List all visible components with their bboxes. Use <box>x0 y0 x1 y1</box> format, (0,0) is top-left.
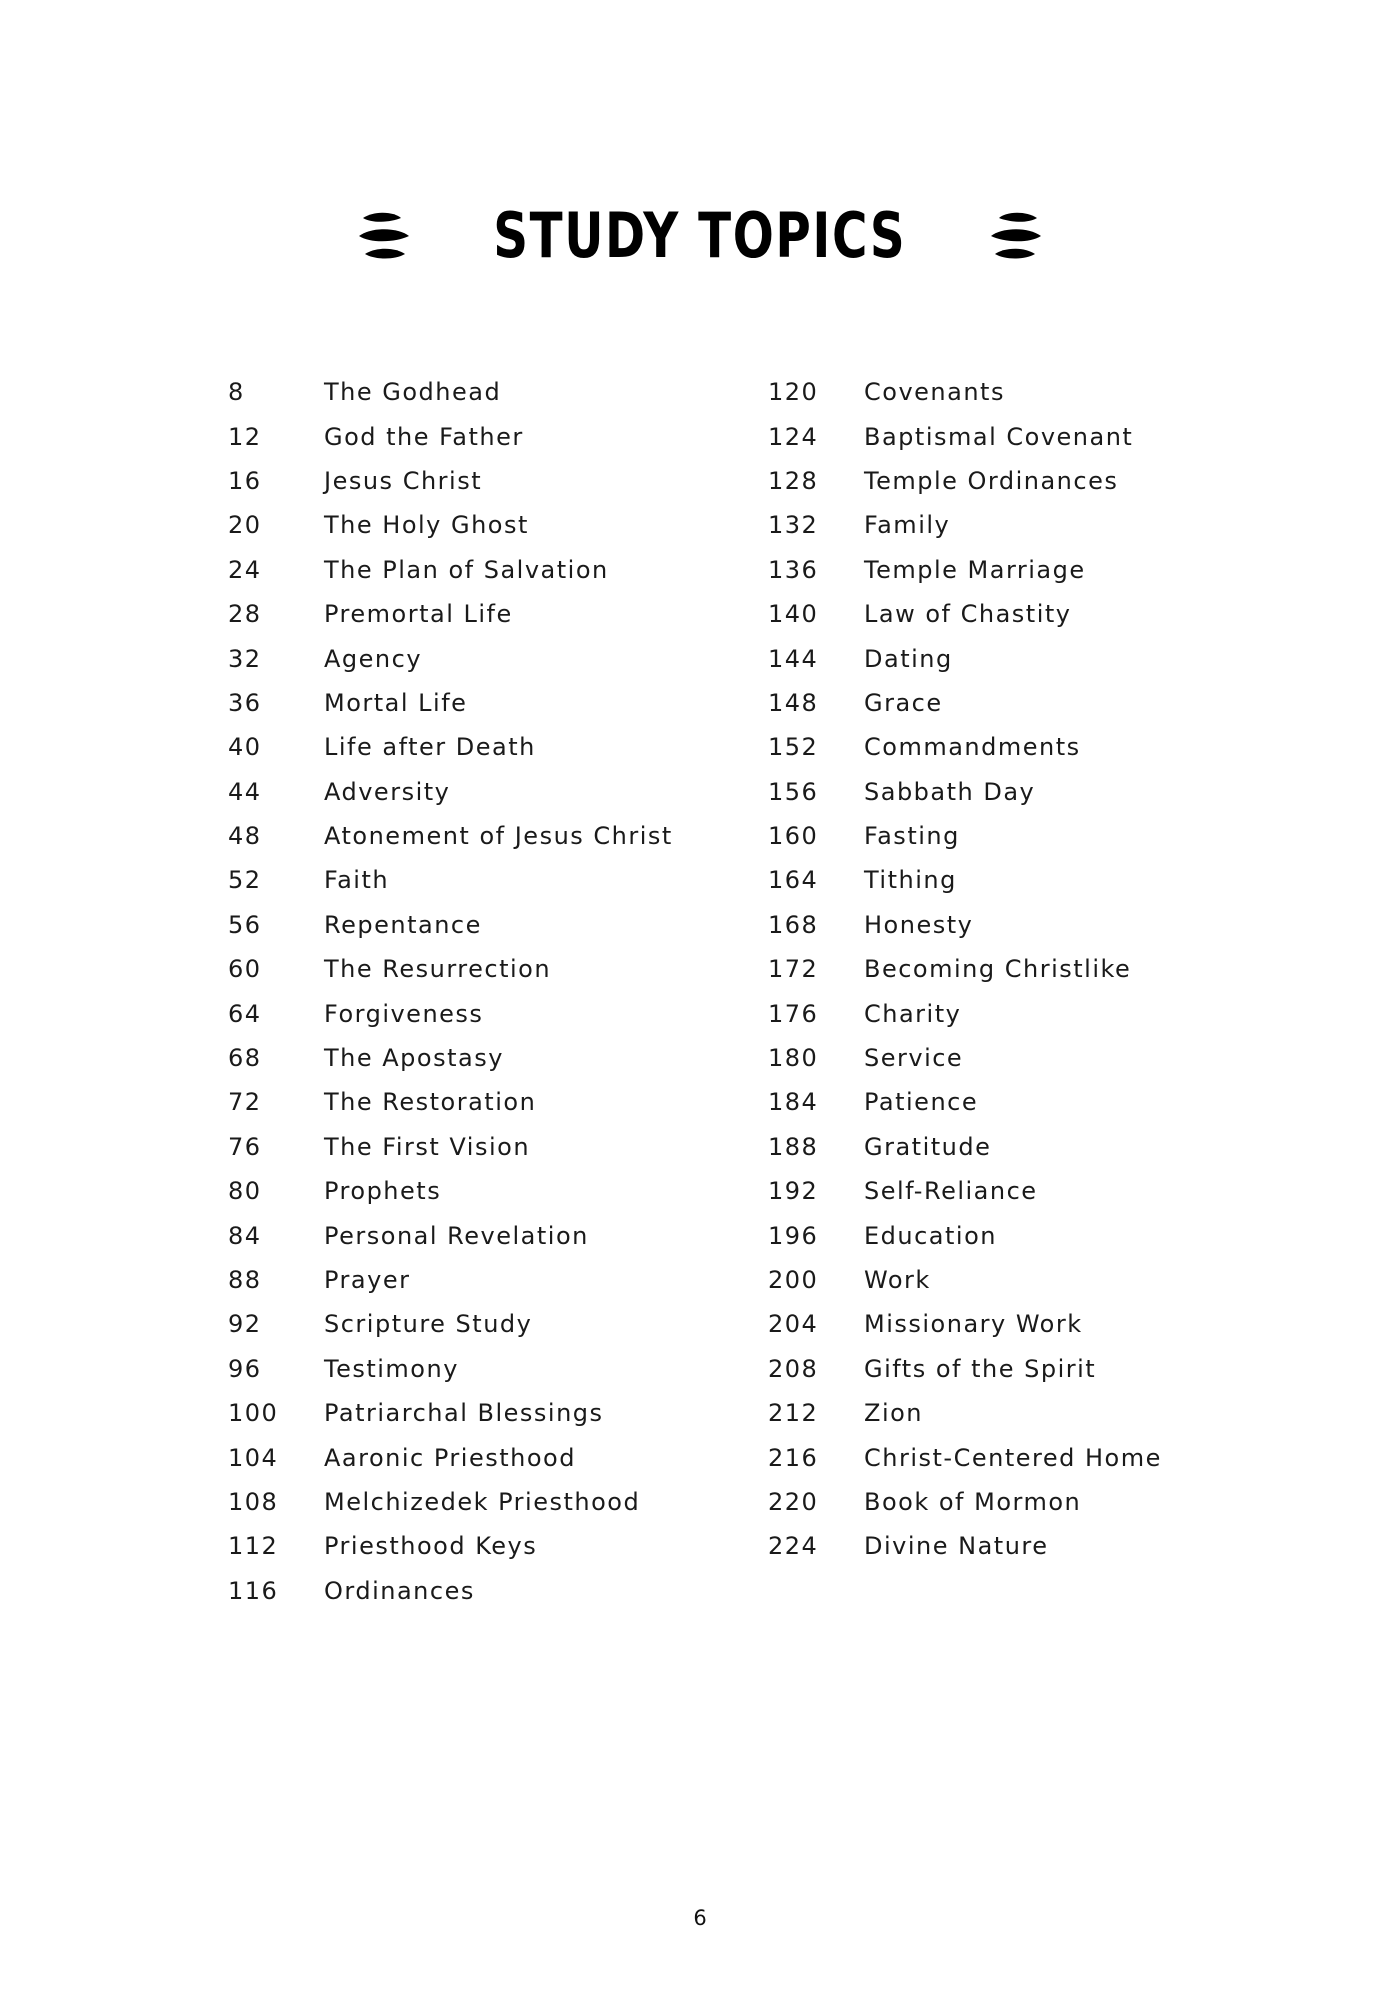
list-item <box>768 725 1188 769</box>
topic-title: Charity <box>864 999 962 1028</box>
list-item <box>228 636 768 680</box>
page-header <box>0 199 1400 272</box>
topic-page-number: 120 <box>768 378 819 407</box>
topic-page-number: 212 <box>768 1399 819 1428</box>
topic-page-number: 32 <box>228 644 262 673</box>
topics-column-left <box>228 370 768 1613</box>
list-item <box>768 1036 1188 1080</box>
list-item <box>228 592 768 636</box>
topic-title: The Resurrection <box>324 955 552 984</box>
topic-page-number: 76 <box>228 1132 262 1161</box>
topic-page-number: 64 <box>228 999 262 1028</box>
list-item <box>768 1213 1188 1257</box>
topic-title: Mortal Life <box>324 688 468 717</box>
topic-title: Zion <box>864 1399 924 1428</box>
list-item <box>228 770 768 814</box>
list-item <box>768 1302 1188 1346</box>
topic-title: The Plan of Salvation <box>324 555 609 584</box>
topic-title: The First Vision <box>324 1132 531 1161</box>
topic-page-number: 188 <box>768 1132 819 1161</box>
list-item <box>228 1080 768 1124</box>
topic-page-number: 44 <box>228 777 262 806</box>
list-item <box>228 414 768 458</box>
topic-title: Dating <box>864 644 953 673</box>
topic-title: Covenants <box>864 378 1005 407</box>
topic-title: Christ-Centered Home <box>864 1443 1162 1472</box>
topic-title: Repentance <box>324 910 482 939</box>
list-item <box>228 903 768 947</box>
topic-page-number: 60 <box>228 955 262 984</box>
list-item <box>228 858 768 902</box>
topic-page-number: 40 <box>228 733 262 762</box>
topic-title: Becoming Christlike <box>864 955 1132 984</box>
list-item <box>228 681 768 725</box>
topic-title: Commandments <box>864 733 1081 762</box>
topic-page-number: 132 <box>768 511 819 540</box>
list-item <box>768 370 1188 414</box>
topic-title: Temple Marriage <box>864 555 1086 584</box>
topic-title: Ordinances <box>324 1576 475 1605</box>
topic-page-number: 148 <box>768 688 819 717</box>
topic-page-number: 72 <box>228 1088 262 1117</box>
list-item <box>768 1524 1188 1568</box>
list-item <box>228 1213 768 1257</box>
topics-table <box>228 370 1188 1613</box>
list-item <box>228 1169 768 1213</box>
topic-title: Fasting <box>864 822 960 851</box>
topic-page-number: 20 <box>228 511 262 540</box>
topic-page-number: 220 <box>768 1487 819 1516</box>
list-item <box>768 459 1188 503</box>
list-item <box>768 1125 1188 1169</box>
list-item <box>768 503 1188 547</box>
topic-page-number: 180 <box>768 1044 819 1073</box>
topic-title: Forgiveness <box>324 999 484 1028</box>
topic-title: Aaronic Priesthood <box>324 1443 576 1472</box>
topic-page-number: 16 <box>228 466 262 495</box>
topic-page-number: 164 <box>768 866 819 895</box>
topic-page-number: 204 <box>768 1310 819 1339</box>
list-item <box>768 636 1188 680</box>
list-item <box>228 1391 768 1435</box>
list-item <box>228 370 768 414</box>
topics-column-right <box>768 370 1188 1613</box>
topic-title: Jesus Christ <box>324 466 483 495</box>
topic-title: Prophets <box>324 1177 442 1206</box>
topic-title: The Godhead <box>324 378 502 407</box>
topic-page-number: 144 <box>768 644 819 673</box>
list-item <box>768 1258 1188 1302</box>
topic-page-number: 100 <box>228 1399 279 1428</box>
list-item <box>768 1391 1188 1435</box>
topic-title: Adversity <box>324 777 451 806</box>
page-number: 6 <box>693 1906 707 1930</box>
topic-page-number: 224 <box>768 1532 819 1561</box>
topic-page-number: 92 <box>228 1310 262 1339</box>
topic-title: The Apostasy <box>324 1044 504 1073</box>
page-title: STUDY TOPICS <box>493 199 907 272</box>
topic-title: Work <box>864 1266 931 1294</box>
topic-page-number: 88 <box>228 1266 262 1294</box>
topic-page-number: 124 <box>768 422 819 451</box>
topic-page-number: 112 <box>228 1532 279 1561</box>
topic-page-number: 28 <box>228 600 262 629</box>
topic-title: Testimony <box>324 1354 459 1383</box>
topic-title: Education <box>864 1221 997 1250</box>
topic-page-number: 196 <box>768 1221 819 1250</box>
topic-title: Patience <box>864 1088 979 1117</box>
list-item <box>228 1435 768 1479</box>
topic-title: Gifts of the Spirit <box>864 1354 1097 1383</box>
topic-title: Gratitude <box>864 1132 992 1161</box>
topic-title: Law of Chastity <box>864 600 1072 629</box>
topic-title: Atonement of Jesus Christ <box>324 822 673 851</box>
topic-title: Melchizedek Priesthood <box>324 1487 641 1516</box>
topic-title: Honesty <box>864 910 974 939</box>
topic-title: Scripture Study <box>324 1310 533 1339</box>
topic-page-number: 152 <box>768 733 819 762</box>
topic-title: Missionary Work <box>864 1310 1083 1339</box>
topic-title: Faith <box>324 866 390 895</box>
topic-title: Patriarchal Blessings <box>324 1399 604 1428</box>
topic-page-number: 160 <box>768 822 819 851</box>
list-item <box>228 1569 768 1613</box>
topic-title: Prayer <box>324 1266 411 1294</box>
topic-title: Premortal Life <box>324 600 513 629</box>
topic-title: Agency <box>324 644 423 673</box>
topic-page-number: 48 <box>228 822 262 851</box>
list-item <box>768 592 1188 636</box>
topic-page-number: 156 <box>768 777 819 806</box>
topic-page-number: 136 <box>768 555 819 584</box>
topic-page-number: 36 <box>228 688 262 717</box>
list-item <box>768 991 1188 1035</box>
topic-page-number: 176 <box>768 999 819 1028</box>
topic-title: Book of Mormon <box>864 1487 1082 1516</box>
topic-title: God the Father <box>324 422 524 451</box>
list-item <box>228 814 768 858</box>
list-item <box>228 1347 768 1391</box>
leaf-sprig-icon <box>357 210 413 262</box>
leaf-sprig-icon <box>987 210 1043 262</box>
topic-page-number: 192 <box>768 1177 819 1206</box>
list-item <box>228 1480 768 1524</box>
topic-title: Self-Reliance <box>864 1177 1038 1206</box>
list-item <box>768 770 1188 814</box>
list-item <box>228 1125 768 1169</box>
list-item <box>768 903 1188 947</box>
topic-page-number: 140 <box>768 600 819 629</box>
topic-page-number: 80 <box>228 1177 262 1206</box>
list-item <box>228 1258 768 1302</box>
list-item <box>768 1480 1188 1524</box>
topic-title: Sabbath Day <box>864 777 1036 806</box>
topic-page-number: 96 <box>228 1354 262 1383</box>
list-item <box>228 503 768 547</box>
topic-page-number: 68 <box>228 1044 262 1073</box>
list-item <box>768 414 1188 458</box>
topic-page-number: 108 <box>228 1487 279 1516</box>
topic-page-number: 56 <box>228 910 262 939</box>
topic-title: Grace <box>864 688 943 717</box>
topic-page-number: 128 <box>768 466 819 495</box>
list-item <box>768 1435 1188 1479</box>
list-item <box>768 1080 1188 1124</box>
topic-title: The Holy Ghost <box>324 511 529 540</box>
topic-title: Baptismal Covenant <box>864 422 1134 451</box>
topic-page-number: 168 <box>768 910 819 939</box>
topic-page-number: 104 <box>228 1443 279 1472</box>
topic-title: Service <box>864 1044 964 1073</box>
topic-page-number: 84 <box>228 1221 262 1250</box>
list-item <box>768 1169 1188 1213</box>
list-item <box>228 548 768 592</box>
topic-page-number: 24 <box>228 555 262 584</box>
topic-title: Family <box>864 511 951 540</box>
topic-page-number: 172 <box>768 955 819 984</box>
list-item <box>768 858 1188 902</box>
topic-page-number: 116 <box>228 1576 279 1605</box>
list-item <box>228 1302 768 1346</box>
list-item <box>768 548 1188 592</box>
list-item <box>768 1347 1188 1391</box>
topic-page-number: 52 <box>228 866 262 895</box>
list-item <box>228 947 768 991</box>
topic-title: Priesthood Keys <box>324 1532 538 1561</box>
list-item <box>768 814 1188 858</box>
list-item <box>228 1036 768 1080</box>
topic-title: Temple Ordinances <box>864 466 1119 495</box>
topic-title: The Restoration <box>324 1088 537 1117</box>
topic-page-number: 12 <box>228 422 262 451</box>
list-item <box>228 991 768 1035</box>
list-item <box>768 681 1188 725</box>
list-item <box>768 947 1188 991</box>
topic-page-number: 8 <box>228 378 245 407</box>
topic-title: Tithing <box>864 866 957 895</box>
list-item <box>228 1524 768 1568</box>
topic-title: Personal Revelation <box>324 1221 589 1250</box>
topic-page-number: 200 <box>768 1266 819 1294</box>
topic-page-number: 184 <box>768 1088 819 1117</box>
topic-page-number: 208 <box>768 1354 819 1383</box>
list-item <box>228 725 768 769</box>
topic-title: Divine Nature <box>864 1532 1049 1561</box>
topic-page-number: 216 <box>768 1443 819 1472</box>
topic-title: Life after Death <box>324 733 536 762</box>
list-item <box>228 459 768 503</box>
